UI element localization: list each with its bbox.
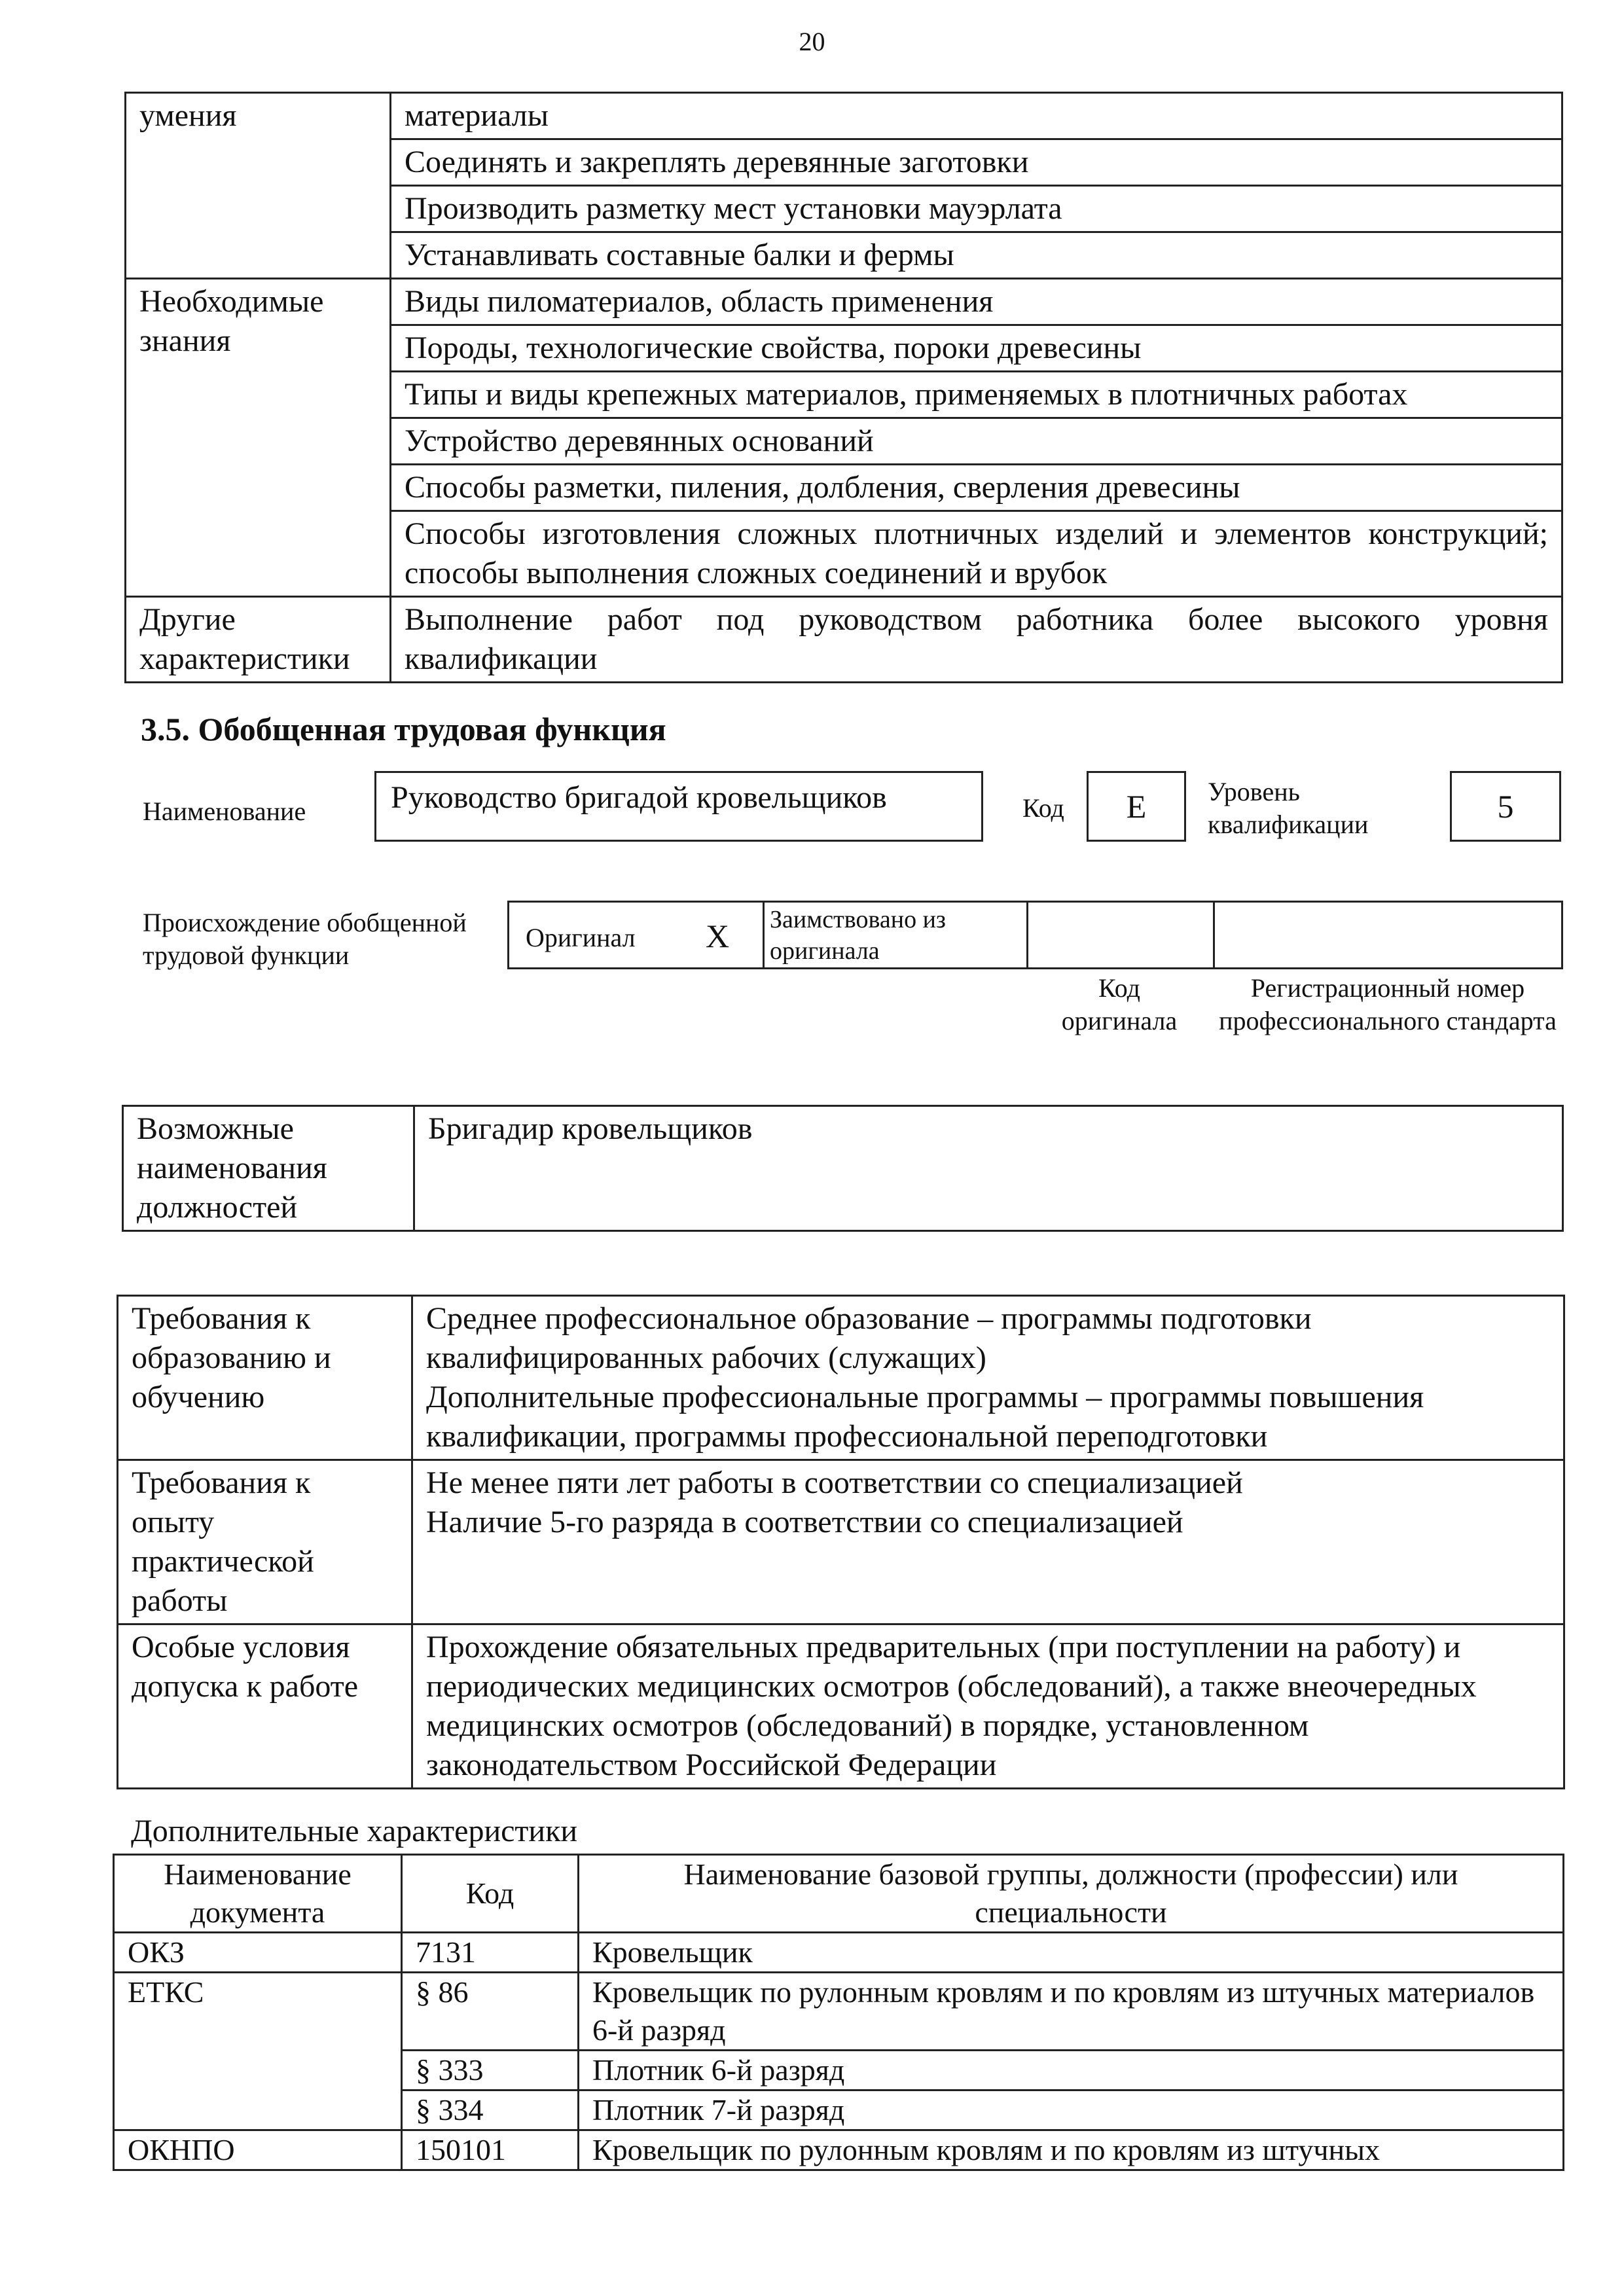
code-original-cell	[1026, 901, 1215, 969]
knowledge-item: Способы изготовления сложных плотничных изделий и элементов конструкций; способы выполнения сложных соединений и врубок	[391, 511, 1562, 597]
row-doc: ОКЗ	[114, 1933, 402, 1973]
positions-label: Возможные наименования должностей	[123, 1106, 414, 1231]
row-name: Плотник 6-й разряд	[579, 2051, 1564, 2090]
level-label: Уровень квалификации	[1208, 777, 1369, 839]
req-experience-value	[412, 1460, 1564, 1624]
reg-number-cell	[1213, 901, 1563, 969]
row-code: § 334	[402, 2090, 579, 2130]
req-conditions-value	[412, 1624, 1564, 1789]
req-education-label: Требования к образованию и обучению	[118, 1296, 412, 1460]
skills-table	[124, 92, 1563, 683]
knowledge-item: Породы, технологические свойства, пороки древесины	[391, 325, 1562, 372]
requirements-table	[117, 1295, 1565, 1789]
origin-label: Происхождение обобщенной трудовой функции	[143, 908, 467, 970]
knowledge-item: Устройство деревянных оснований	[391, 418, 1562, 465]
positions-table	[122, 1105, 1564, 1232]
row-code: 7131	[402, 1933, 579, 1973]
borrowed-label: Заимствовано из оригинала	[770, 906, 946, 965]
row-doc: ЕТКС	[114, 1973, 402, 2130]
additional-title: Дополнительные характеристики	[131, 1814, 578, 1848]
req-line: Наличие 5-го разряда в соответствии со специализацией	[426, 1505, 1183, 1539]
row-name: Кровельщик по рулонным кровлям и по кровлям из штучных	[579, 2130, 1564, 2170]
knowledge-item: Способы разметки, пиления, долбления, сверления древесины	[391, 465, 1562, 511]
row-code: § 86	[402, 1973, 579, 2051]
reg-number-caption: Регистрационный номер профессионального стандарта	[1219, 973, 1557, 1035]
row-code: 150101	[402, 2130, 579, 2170]
knowledge-item: Типы и виды крепежных материалов, применяемых в плотничных работах	[391, 372, 1562, 418]
row-name: Плотник 7-й разряд	[579, 2090, 1564, 2130]
req-conditions-label: Особые условия допуска к работе	[118, 1624, 412, 1789]
req-education-value	[412, 1296, 1564, 1460]
name-box	[374, 771, 983, 842]
skill-item: Производить разметку мест установки мауэрлата	[391, 186, 1562, 232]
req-experience-label: Требования к опыту практической работы	[118, 1460, 412, 1624]
positions-value: Бригадир кровельщиков	[414, 1106, 1563, 1231]
header-code: Код	[402, 1855, 579, 1933]
original-cell	[507, 901, 765, 969]
skills-label: умения	[126, 93, 391, 279]
name-label: Наименование	[143, 797, 306, 826]
additional-table	[113, 1854, 1564, 2171]
name-value: Руководство бригадой кровельщиков	[391, 780, 887, 815]
header-doc: Наименование документа	[114, 1855, 402, 1933]
req-line: Прохождение обязательных предварительных (при поступлении на работу) и периодических медицинских осмотров (обследований), а также внеочередных медицинских осмотров (обследований) в порядке, установленном законодательством Российской Федерации	[426, 1630, 1477, 1782]
req-line: Среднее профессиональное образование – программы подготовки квалифицированных рабочих (служащих)	[426, 1301, 1312, 1375]
req-line: Не менее пяти лет работы в соответствии со специализацией	[426, 1465, 1243, 1500]
row-code: § 333	[402, 2051, 579, 2090]
row-doc: ОКНПО	[114, 2130, 402, 2170]
code-label: Код	[1022, 793, 1064, 823]
header-name: Наименование базовой группы, должности (профессии) или специальности	[579, 1855, 1564, 1933]
code-value: E	[1126, 788, 1147, 825]
knowledge-item: Виды пиломатериалов, область применения	[391, 279, 1562, 325]
borrowed-cell	[763, 901, 1028, 969]
level-value: 5	[1497, 788, 1514, 825]
skill-item: Соединять и закреплять деревянные заготовки	[391, 139, 1562, 186]
level-box	[1450, 771, 1561, 842]
code-box	[1087, 771, 1186, 842]
section-title: 3.5. Обобщенная трудовая функция	[141, 711, 666, 747]
row-name: Кровельщик	[579, 1933, 1564, 1973]
other-item: Выполнение работ под руководством работника более высокого уровня квалификации	[391, 597, 1562, 683]
other-label: Другие характеристики	[126, 597, 391, 683]
code-original-caption: Код оригинала	[1061, 973, 1178, 1035]
skill-item: Устанавливать составные балки и фермы	[391, 232, 1562, 279]
knowledge-label: Необходимые знания	[126, 279, 391, 597]
row-name: Кровельщик по рулонным кровлям и по кровлям из штучных материалов 6-й разряд	[579, 1973, 1564, 2051]
original-mark: X	[706, 918, 730, 954]
req-line: Дополнительные профессиональные программы – программы повышения квалификации, программы профессиональной переподготовки	[426, 1380, 1424, 1454]
original-label: Оригинал	[526, 923, 636, 952]
page-number: 20	[799, 27, 825, 56]
skill-item: материалы	[391, 93, 1562, 139]
